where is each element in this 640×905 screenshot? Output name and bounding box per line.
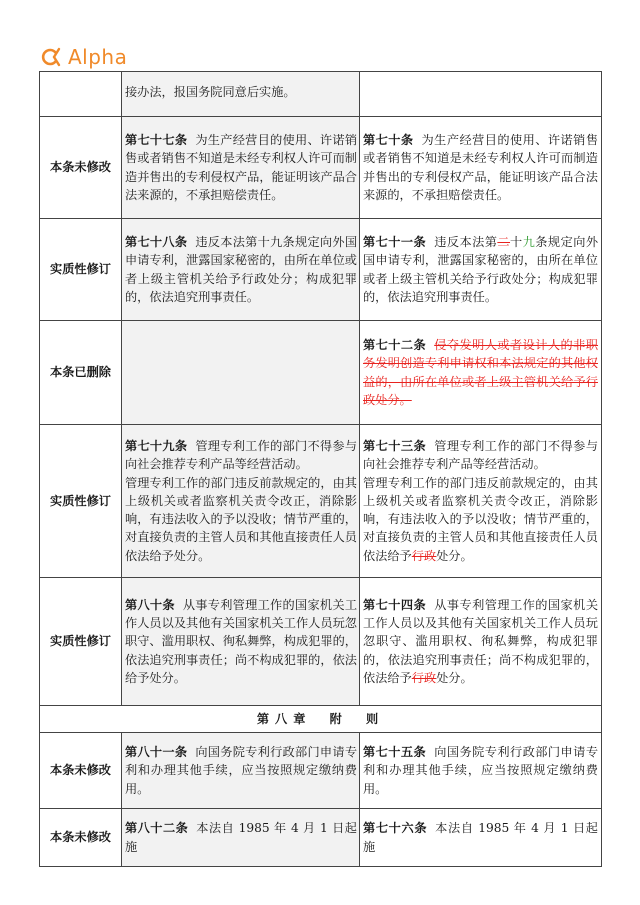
table-row	[40, 578, 602, 706]
old-article-cell	[122, 578, 360, 706]
article-text: 向国务院专利行政部门申请专利和办理其他手续，应当按照规定缴纳费用。	[363, 745, 599, 796]
deleted-text: 行政	[411, 548, 437, 563]
old-article-cell	[122, 425, 360, 578]
article-number: 第七十七条	[125, 133, 188, 148]
new-article-cell	[360, 117, 602, 219]
article-text: 管理专利工作的部门不得参与向社会推荐专利产品等经营活动。	[125, 439, 358, 472]
article-text: 向国务院专利行政部门申请专利和办理其他手续，应当按照规定缴纳费用。	[125, 745, 358, 796]
new-article-cell	[360, 809, 602, 867]
old-article-cell	[122, 733, 360, 809]
table-row	[40, 219, 602, 321]
article-number: 第七十四条	[363, 597, 427, 612]
table-row	[40, 733, 602, 809]
new-article-cell	[360, 72, 602, 117]
change-label: 实质性修订	[40, 219, 122, 321]
article-number: 第八十条	[125, 597, 175, 612]
new-article-cell	[360, 321, 602, 425]
change-label: 本条已删除	[40, 321, 122, 425]
change-label: 本条未修改	[40, 117, 122, 219]
change-label: 实质性修订	[40, 425, 122, 578]
article-number: 第七十一条	[363, 235, 427, 250]
table-row	[40, 117, 602, 219]
brand-logo	[40, 42, 127, 72]
article-text: 管理专利工作的部门不得参与向社会推荐专利产品等经营活动。	[363, 439, 599, 472]
article-text: 管理专利工作的部门违反前款规定的，由其上级机关或者监察机关责令改正，消除影响，有违法收入的予以没收；情节严重的，对直接负责的主管人员和其他直接责任人员依法给予	[363, 475, 598, 563]
table-row	[40, 321, 602, 425]
article-text: 本法自 1985 年 4 月 1 日起施	[125, 821, 357, 854]
new-article-cell	[360, 425, 602, 578]
article-number: 第七十八条	[125, 235, 188, 250]
alpha-logo-icon	[40, 46, 62, 68]
article-text: 本法自 1985 年 4 月 1 日起施	[363, 821, 598, 854]
new-article-cell	[360, 578, 602, 706]
article-text: 为生产经营目的使用、许诺销售或者销售不知道是未经专利权人许可而制造并售出的专利侵权产品，能证明该产品合法来源的，不承担赔偿责任。	[363, 133, 599, 202]
deleted-text: 二	[497, 235, 511, 250]
article-text: 为生产经营目的使用、许诺销售或者销售不知道是未经专利权人许可而制造并售出的专利侵权产品，能证明该产品合法来源的，不承担赔偿责任。	[125, 133, 358, 202]
article-text: 处分。	[436, 670, 473, 685]
article-text: 处分。	[436, 548, 473, 563]
article-number: 第七十九条	[125, 439, 188, 454]
article-text: 从事专利管理工作的国家机关工作人员以及其他有关国家机关工作人员玩忽职守、滥用职权、徇私舞弊，构成犯罪的，依法追究刑事责任；尚不构成犯罪的，依法给予	[363, 597, 599, 685]
article-number: 第八十一条	[125, 745, 188, 760]
article-text: 从事专利管理工作的国家机关工作人员以及其他有关国家机关工作人员玩忽职守、滥用职权、徇私舞弊，构成犯罪的，依法追究刑事责任；尚不构成犯罪的，依法给予处分。	[125, 597, 358, 685]
inserted-text: 九	[522, 235, 536, 250]
deleted-text: 行政	[411, 670, 437, 685]
change-label: 实质性修订	[40, 578, 122, 706]
table-row	[40, 425, 602, 578]
article-number: 第八十二条	[125, 821, 189, 836]
article-text: 十	[510, 235, 523, 250]
article-number: 第七十五条	[363, 745, 427, 760]
article-text: 违反本法第十九条规定向外国申请专利，泄露国家秘密的，由所在单位或者上级主管机关给予行政处分；构成犯罪的，依法追究刑事责任。	[125, 235, 358, 304]
old-article-cell	[122, 809, 360, 867]
table-row	[40, 809, 602, 867]
deleted-text: 侵夺发明人或者设计人的非职务发明创造专利申请权和本法规定的其他权益的，由所在单位或者上级主管机关给予行政处分。	[363, 338, 599, 407]
table-row	[40, 72, 602, 117]
article-number: 第七十二条	[363, 338, 427, 353]
article-text: 条规定向外国申请专利，泄露国家秘密的，由所在单位或者上级主管机关给予行政处分；构成犯罪的，依法追究刑事责任。	[363, 235, 599, 304]
brand-name: Alpha	[68, 45, 128, 69]
article-number: 第七十六条	[363, 821, 428, 836]
chapter-row	[40, 706, 602, 733]
change-label: 本条未修改	[40, 733, 122, 809]
article-number: 第七十三条	[363, 439, 427, 454]
change-label: 本条未修改	[40, 809, 122, 867]
chapter-heading: 第八章 附 则	[40, 706, 602, 733]
new-article-cell	[360, 733, 602, 809]
old-article-cell	[122, 219, 360, 321]
old-article-cell	[122, 321, 360, 425]
article-number: 第七十条	[363, 133, 414, 148]
law-comparison-table	[39, 71, 602, 867]
new-article-cell	[360, 219, 602, 321]
article-text: 违反本法第	[434, 235, 498, 250]
article-text: 管理专利工作的部门违反前款规定的，由其上级机关或者监察机关责令改正，消除影响，有违法收入的予以没收；情节严重的，对直接负责的主管人员和其他直接责任人员依法给予处分。	[125, 475, 357, 563]
old-article-text: 接办法，报国务院同意后实施。	[125, 84, 296, 99]
old-article-cell	[122, 117, 360, 219]
old-article-cell	[122, 72, 360, 117]
change-label	[40, 72, 122, 117]
